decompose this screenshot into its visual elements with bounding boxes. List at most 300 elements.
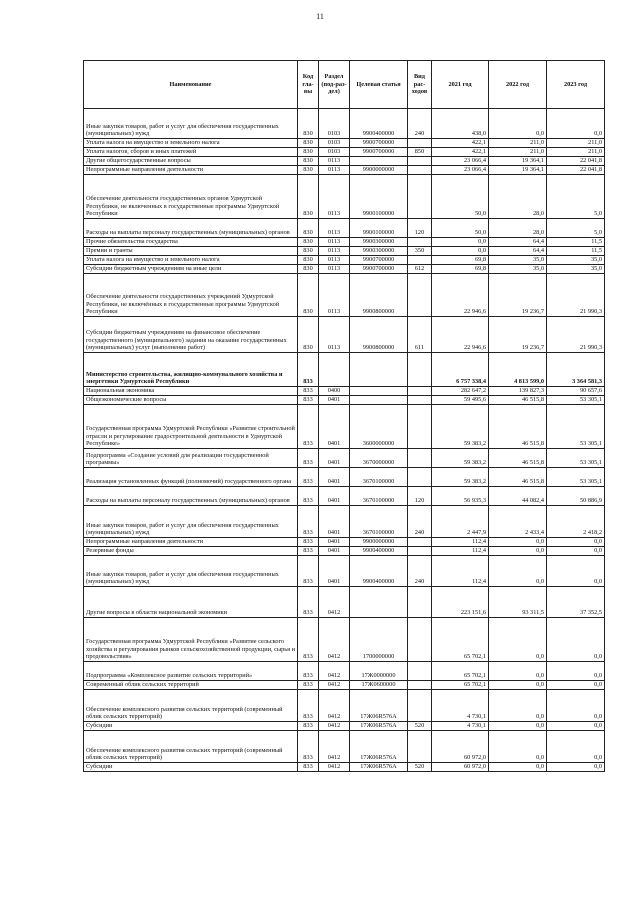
cell-2021: 59 383,2 [432, 449, 489, 468]
header-2021: 2021 год [432, 61, 489, 109]
cell-2021: 223 151,6 [432, 587, 489, 618]
cell-type [408, 449, 432, 468]
cell-name: Общеэкономические вопросы [84, 396, 298, 405]
cell-type: 520 [408, 722, 432, 731]
cell-section: 0412 [319, 763, 350, 772]
cell-code: 830 [298, 256, 319, 265]
table-row [84, 731, 605, 763]
cell-2022: 0,0 [489, 618, 547, 662]
cell-code: 833 [298, 690, 319, 722]
cell-code: 830 [298, 157, 319, 166]
cell-section: 0401 [319, 468, 350, 487]
cell-2021: 60 972,0 [432, 763, 489, 772]
cell-section: 0113 [319, 238, 350, 247]
cell-2023: 0,0 [547, 690, 605, 722]
cell-name: Национальная экономика [84, 387, 298, 396]
cell-2023: 5,0 [547, 219, 605, 238]
cell-target [350, 396, 408, 405]
cell-name: Субсидии бюджетным учреждениям на иные цели [84, 265, 298, 274]
cell-2022: 0,0 [489, 538, 547, 547]
cell-2021: 2 447,9 [432, 506, 489, 538]
cell-2023: 53 305,1 [547, 405, 605, 449]
cell-2023: 0,0 [547, 547, 605, 556]
header-code: Код гла-вы [298, 61, 319, 109]
cell-2023: 53 305,1 [547, 449, 605, 468]
cell-2022: 0,0 [489, 547, 547, 556]
cell-code: 833 [298, 538, 319, 547]
cell-type [408, 353, 432, 387]
cell-target: 3670100000 [350, 487, 408, 506]
cell-2021: 60 972,0 [432, 731, 489, 763]
cell-target: 17Ж06R576A [350, 763, 408, 772]
cell-2021: 69,8 [432, 265, 489, 274]
cell-name: Субсидии [84, 763, 298, 772]
header-2023: 2023 год [547, 61, 605, 109]
cell-target: 9900700000 [350, 265, 408, 274]
cell-2022: 19 236,7 [489, 317, 547, 353]
cell-2023: 0,0 [547, 763, 605, 772]
cell-2021: 112,4 [432, 556, 489, 587]
cell-name: Субсидии бюджетным учреждениям на финансовое обеспечение государственного (муниципального) задания на оказание государственных (муниципальных) услуг (выполнение работ) [84, 317, 298, 353]
cell-type: 120 [408, 487, 432, 506]
cell-name: Иные закупки товаров, работ и услуг для обеспечения государственных (муниципальных) нужд [84, 556, 298, 587]
table-row [84, 449, 605, 468]
cell-name: Обеспечение деятельности государственных учреждений Удмуртской Республики, не включённых в государственные программы Удмуртской Республики [84, 274, 298, 317]
cell-section: 0412 [319, 618, 350, 662]
cell-target: 9900400000 [350, 556, 408, 587]
cell-2022: 19 236,7 [489, 274, 547, 317]
cell-type [408, 547, 432, 556]
cell-2022: 35,0 [489, 265, 547, 274]
cell-type: 850 [408, 148, 432, 157]
cell-code: 833 [298, 722, 319, 731]
cell-type [408, 731, 432, 763]
cell-name: Иные закупки товаров, работ и услуг для обеспечения государственных (муниципальных) нужд [84, 109, 298, 139]
cell-section: 0113 [319, 247, 350, 256]
cell-type: 611 [408, 317, 432, 353]
cell-code: 833 [298, 587, 319, 618]
cell-2022: 19 364,1 [489, 157, 547, 166]
table-row [84, 506, 605, 538]
table-row [84, 265, 605, 274]
cell-2023: 37 352,5 [547, 587, 605, 618]
table-row [84, 396, 605, 405]
cell-section: 0113 [319, 219, 350, 238]
cell-2021: 50,0 [432, 175, 489, 219]
table-row [84, 148, 605, 157]
table-header-row [84, 61, 605, 109]
cell-2022: 35,0 [489, 256, 547, 265]
cell-code: 833 [298, 487, 319, 506]
header-target: Целевая статья [350, 61, 408, 109]
cell-2023: 0,0 [547, 109, 605, 139]
cell-name: Иные закупки товаров, работ и услуг для обеспечения государственных (муниципальных) нужд [84, 506, 298, 538]
cell-name: Непрограммные направления деятельности [84, 538, 298, 547]
cell-target: 17Ж06R576A [350, 722, 408, 731]
cell-2023: 22 041,8 [547, 166, 605, 175]
cell-type [408, 387, 432, 396]
table-row [84, 662, 605, 681]
cell-section: 0401 [319, 487, 350, 506]
cell-2022: 0,0 [489, 763, 547, 772]
cell-2023: 50 886,9 [547, 487, 605, 506]
cell-section: 0412 [319, 681, 350, 690]
cell-section: 0412 [319, 722, 350, 731]
cell-type [408, 405, 432, 449]
cell-section: 0113 [319, 175, 350, 219]
cell-type [408, 662, 432, 681]
cell-2022: 0,0 [489, 662, 547, 681]
cell-name: Государственная программа Удмуртской Республики «Развитие строительной отрасли и регулирование градостроительной деятельности в Удмуртской Республике» [84, 405, 298, 449]
cell-type [408, 396, 432, 405]
cell-type [408, 690, 432, 722]
table-row [84, 219, 605, 238]
page-number: 11 [316, 12, 324, 21]
table-row [84, 166, 605, 175]
cell-name: Другие вопросы в области национальной экономики [84, 587, 298, 618]
header-name: Наименование [84, 61, 298, 109]
cell-2023: 211,0 [547, 139, 605, 148]
cell-code: 833 [298, 763, 319, 772]
cell-target: 17Ж06R576A [350, 731, 408, 763]
cell-target: 9900700000 [350, 148, 408, 157]
cell-name: Уплата налога на имущество и земельного налога [84, 256, 298, 265]
cell-section: 0401 [319, 556, 350, 587]
cell-2023: 11,5 [547, 238, 605, 247]
cell-code: 830 [298, 139, 319, 148]
cell-code: 830 [298, 219, 319, 238]
cell-section: 0401 [319, 405, 350, 449]
cell-section: 0412 [319, 690, 350, 722]
cell-2023: 21 990,3 [547, 274, 605, 317]
cell-code: 833 [298, 662, 319, 681]
cell-2022: 211,0 [489, 148, 547, 157]
cell-2022: 46 515,8 [489, 396, 547, 405]
cell-code: 833 [298, 468, 319, 487]
cell-type: 612 [408, 265, 432, 274]
cell-2022: 0,0 [489, 722, 547, 731]
table-row [84, 256, 605, 265]
cell-2023: 0,0 [547, 722, 605, 731]
cell-type: 120 [408, 219, 432, 238]
cell-name: Государственная программа Удмуртской Республики «Развитие сельского хозяйства и регулирования рынков сельскохозяйственной продукции, сырья и продовольствия» [84, 618, 298, 662]
cell-target: 9900800000 [350, 274, 408, 317]
cell-2023: 0,0 [547, 618, 605, 662]
cell-target [350, 353, 408, 387]
header-2022: 2022 год [489, 61, 547, 109]
cell-section: 0113 [319, 157, 350, 166]
cell-code: 833 [298, 405, 319, 449]
cell-code: 833 [298, 396, 319, 405]
cell-2023: 53 305,1 [547, 396, 605, 405]
cell-section: 0113 [319, 274, 350, 317]
cell-2021: 22 946,6 [432, 274, 489, 317]
cell-code: 830 [298, 175, 319, 219]
cell-type [408, 681, 432, 690]
table-row [84, 681, 605, 690]
cell-target: 9900700000 [350, 256, 408, 265]
cell-code: 833 [298, 506, 319, 538]
cell-target: 17Ж0600000 [350, 681, 408, 690]
table-row [84, 547, 605, 556]
cell-target: 3670100000 [350, 468, 408, 487]
cell-target: 17Ж06R576A [350, 690, 408, 722]
cell-code: 833 [298, 353, 319, 387]
cell-2021: 23 066,4 [432, 157, 489, 166]
cell-name: Министерство строительства, жилищно-коммунального хозяйства и энергетики Удмуртской Республики [84, 353, 298, 387]
cell-target: 9900700000 [350, 139, 408, 148]
cell-code: 833 [298, 731, 319, 763]
cell-target: 9900000000 [350, 166, 408, 175]
table-row [84, 157, 605, 166]
cell-target: 1700000000 [350, 618, 408, 662]
cell-target [350, 387, 408, 396]
cell-name: Обеспечение комплексного развития сельских территорий (современный облик сельских территорий) [84, 690, 298, 722]
cell-2021: 4 730,1 [432, 722, 489, 731]
cell-2023: 211,0 [547, 148, 605, 157]
cell-type [408, 166, 432, 175]
table-row [84, 109, 605, 139]
cell-section: 0401 [319, 506, 350, 538]
cell-code: 830 [298, 166, 319, 175]
cell-code: 830 [298, 317, 319, 353]
cell-type: 520 [408, 763, 432, 772]
table-row [84, 587, 605, 618]
table-row [84, 468, 605, 487]
cell-name: Уплата налога на имущество и земельного налога [84, 139, 298, 148]
cell-2022: 139 827,3 [489, 387, 547, 396]
cell-2022: 46 515,8 [489, 405, 547, 449]
cell-2022: 64,4 [489, 238, 547, 247]
cell-target: 9900100000 [350, 175, 408, 219]
table-row [84, 405, 605, 449]
cell-name: Уплата налогов, сборов и иных платежей [84, 148, 298, 157]
cell-2022: 46 515,8 [489, 468, 547, 487]
cell-name: Подпрограмма «Комплексное развитие сельских территорий» [84, 662, 298, 681]
cell-code: 833 [298, 449, 319, 468]
cell-2023: 5,0 [547, 175, 605, 219]
cell-2022: 19 364,1 [489, 166, 547, 175]
cell-type: 350 [408, 247, 432, 256]
cell-2023: 2 418,2 [547, 506, 605, 538]
table-row [84, 238, 605, 247]
cell-section: 0113 [319, 166, 350, 175]
cell-2023: 0,0 [547, 731, 605, 763]
cell-target: 9900000000 [350, 538, 408, 547]
cell-2023: 0,0 [547, 556, 605, 587]
cell-2021: 6 757 338,4 [432, 353, 489, 387]
cell-target: 9900300000 [350, 247, 408, 256]
cell-section [319, 353, 350, 387]
table-row [84, 690, 605, 722]
table-row [84, 247, 605, 256]
cell-name: Прочие обязательства государства [84, 238, 298, 247]
cell-section: 0401 [319, 396, 350, 405]
cell-2023: 53 305,1 [547, 468, 605, 487]
cell-code: 833 [298, 387, 319, 396]
cell-code: 830 [298, 247, 319, 256]
cell-name: Расходы на выплаты персоналу государственных (муниципальных) органов [84, 487, 298, 506]
cell-2021: 282 647,2 [432, 387, 489, 396]
cell-name: Современный облик сельских территорий [84, 681, 298, 690]
cell-2021: 4 730,1 [432, 690, 489, 722]
cell-2021: 0,0 [432, 238, 489, 247]
cell-target [350, 157, 408, 166]
cell-2021: 22 946,6 [432, 317, 489, 353]
cell-section: 0401 [319, 547, 350, 556]
table-row [84, 317, 605, 353]
cell-2021: 65 702,1 [432, 618, 489, 662]
cell-code: 830 [298, 109, 319, 139]
cell-2023: 0,0 [547, 538, 605, 547]
cell-name: Субсидии [84, 722, 298, 731]
cell-type: 240 [408, 109, 432, 139]
cell-name: Непрограммные направления деятельности [84, 166, 298, 175]
cell-section: 0400 [319, 387, 350, 396]
table-row [84, 274, 605, 317]
header-section: Раздел (под-раз-дел) [319, 61, 350, 109]
cell-2023: 0,0 [547, 681, 605, 690]
cell-2022: 93 311,5 [489, 587, 547, 618]
cell-target: 9900800000 [350, 317, 408, 353]
cell-2021: 422,1 [432, 148, 489, 157]
cell-section: 0113 [319, 256, 350, 265]
cell-2023: 35,0 [547, 256, 605, 265]
cell-type [408, 175, 432, 219]
cell-section: 0113 [319, 317, 350, 353]
table-row [84, 618, 605, 662]
cell-2021: 112,4 [432, 547, 489, 556]
cell-2023: 3 364 581,3 [547, 353, 605, 387]
cell-section: 0412 [319, 731, 350, 763]
cell-2022: 0,0 [489, 731, 547, 763]
cell-2021: 59 383,2 [432, 405, 489, 449]
cell-type [408, 238, 432, 247]
cell-2021: 56 935,3 [432, 487, 489, 506]
table-row [84, 487, 605, 506]
cell-2021: 59 495,6 [432, 396, 489, 405]
cell-section: 0103 [319, 109, 350, 139]
cell-type [408, 157, 432, 166]
cell-name: Реализация установленных функций (полномочий) государственного органа [84, 468, 298, 487]
table-row [84, 139, 605, 148]
cell-section: 0401 [319, 538, 350, 547]
cell-2021: 59 383,2 [432, 468, 489, 487]
cell-target: 3670000000 [350, 449, 408, 468]
cell-section: 0412 [319, 662, 350, 681]
cell-target: 9900100000 [350, 219, 408, 238]
cell-2021: 0,0 [432, 247, 489, 256]
cell-target: 17Ж0000000 [350, 662, 408, 681]
cell-2022: 28,0 [489, 175, 547, 219]
cell-2022: 0,0 [489, 690, 547, 722]
cell-type [408, 538, 432, 547]
cell-section: 0401 [319, 449, 350, 468]
cell-2022: 4 813 599,0 [489, 353, 547, 387]
cell-2023: 22 041,8 [547, 157, 605, 166]
cell-type: 240 [408, 556, 432, 587]
cell-target: 9900300000 [350, 238, 408, 247]
cell-type: 240 [408, 506, 432, 538]
cell-code: 833 [298, 681, 319, 690]
cell-2021: 23 066,4 [432, 166, 489, 175]
cell-code: 830 [298, 274, 319, 317]
cell-2023: 35,0 [547, 265, 605, 274]
cell-type [408, 618, 432, 662]
cell-2022: 211,0 [489, 139, 547, 148]
cell-2021: 50,0 [432, 219, 489, 238]
cell-section: 0103 [319, 139, 350, 148]
cell-2021: 65 702,1 [432, 681, 489, 690]
cell-type [408, 274, 432, 317]
cell-section: 0103 [319, 148, 350, 157]
cell-type [408, 139, 432, 148]
cell-2021: 65 702,1 [432, 662, 489, 681]
cell-code: 833 [298, 618, 319, 662]
cell-code: 830 [298, 238, 319, 247]
table-row [84, 556, 605, 587]
cell-2022: 0,0 [489, 109, 547, 139]
cell-2021: 438,0 [432, 109, 489, 139]
cell-name: Другие общегосударственные вопросы [84, 157, 298, 166]
cell-2022: 0,0 [489, 681, 547, 690]
cell-2022: 64,4 [489, 247, 547, 256]
cell-2023: 21 990,3 [547, 317, 605, 353]
cell-2021: 112,4 [432, 538, 489, 547]
cell-2022: 44 082,4 [489, 487, 547, 506]
table-body [84, 109, 605, 772]
cell-name: Расходы на выплаты персоналу государственных (муниципальных) органов [84, 219, 298, 238]
table-row [84, 538, 605, 547]
cell-code: 830 [298, 148, 319, 157]
cell-type [408, 587, 432, 618]
cell-target: 9900400000 [350, 109, 408, 139]
table-row [84, 763, 605, 772]
cell-2023: 11,5 [547, 247, 605, 256]
cell-2023: 90 657,6 [547, 387, 605, 396]
table-row [84, 175, 605, 219]
table-row [84, 353, 605, 387]
cell-type [408, 468, 432, 487]
cell-2021: 422,1 [432, 139, 489, 148]
cell-name: Премии и гранты [84, 247, 298, 256]
cell-2022: 2 433,4 [489, 506, 547, 538]
table-row [84, 387, 605, 396]
cell-name: Обеспечение комплексного развития сельских территорий (современный облик сельских территорий) [84, 731, 298, 763]
cell-target [350, 587, 408, 618]
budget-table [83, 60, 605, 772]
cell-2023: 0,0 [547, 662, 605, 681]
table-row [84, 722, 605, 731]
cell-2022: 46 515,8 [489, 449, 547, 468]
cell-code: 830 [298, 265, 319, 274]
header-type: Вид рас-ходов [408, 61, 432, 109]
cell-target: 3670100000 [350, 506, 408, 538]
cell-code: 833 [298, 547, 319, 556]
cell-2022: 28,0 [489, 219, 547, 238]
cell-target: 3600000000 [350, 405, 408, 449]
cell-2022: 0,0 [489, 556, 547, 587]
cell-name: Обеспечение деятельности государственных органов Удмуртской Республики, не включенных в государственные программы Удмуртской Республики [84, 175, 298, 219]
cell-name: Резервные фонды [84, 547, 298, 556]
cell-section: 0113 [319, 265, 350, 274]
cell-target: 9900400000 [350, 547, 408, 556]
cell-2021: 69,8 [432, 256, 489, 265]
cell-code: 833 [298, 556, 319, 587]
cell-section: 0412 [319, 587, 350, 618]
cell-type [408, 256, 432, 265]
cell-name: Подпрограмма «Создание условий для реализации государственной программы» [84, 449, 298, 468]
